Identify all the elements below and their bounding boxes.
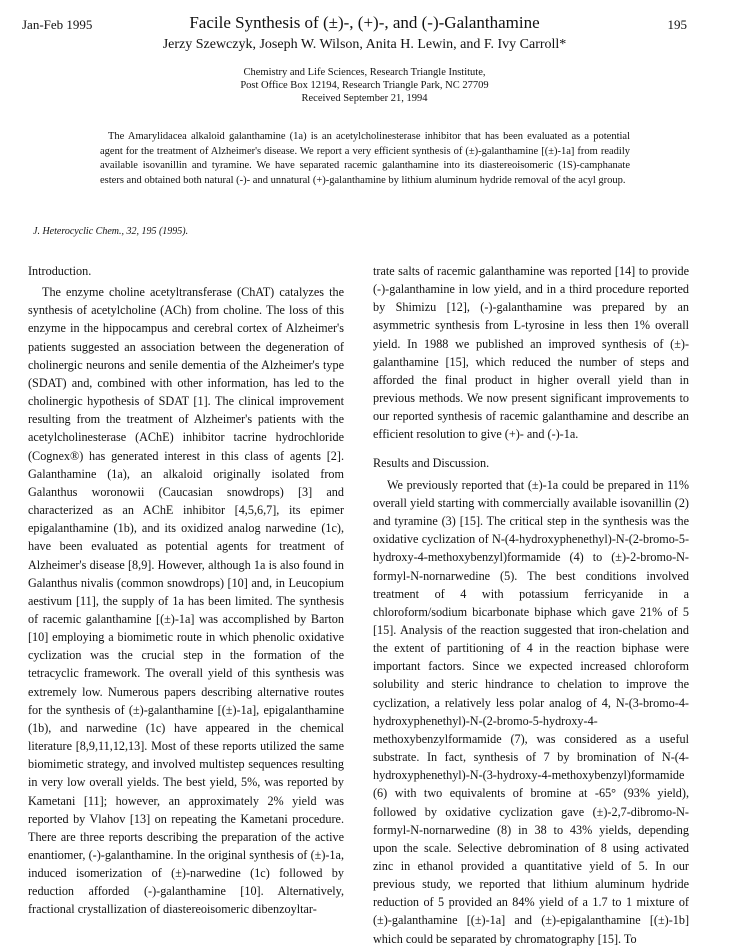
journal-citation: J. Heterocyclic Chem., 32, 195 (1995).: [33, 226, 189, 237]
introduction-heading: Introduction.: [28, 264, 92, 278]
affiliation-block: [0, 66, 729, 105]
page-number: 195: [667, 17, 687, 32]
affiliation-line-2: Post Office Box 12194, Research Triangle Park, NC 27709: [240, 80, 489, 91]
author-list: Jerzy Szewczyk, Joseph W. Wilson, Anita H. Lewin, and F. Ivy Carroll*: [162, 37, 567, 52]
affiliation-line-1: Chemistry and Life Sciences, Research Triangle Institute,: [243, 67, 486, 78]
introduction-paragraph-2: trate salts of racemic galanthamine was reported [14] to provide (-)-galanthamine in low yield, and in a third procedure reported by Shimizu [12], (-)-galanthamine was prepared by an asymmetric synthesis from L-tyrosine in less then 1% overall yield. In 1988 we published an improved synthesis of (±)-galanthamine [15], which reduced the number of steps and afforded the final product in higher overall yield than in previous methods. We now present significant improvements to our reported synthesis of racemic galanthamine and describe an efficient resolution to give (+)- and (-)-1a.: [373, 264, 689, 442]
article-title: Facile Synthesis of (±)-, (+)-, and (-)-Galanthamine: [189, 13, 540, 32]
results-paragraph-1: We previously reported that (±)-1a could be prepared in 11% overall yield starting with commercially available isovanillin (2) and tyramine (3) [15]. The critical step in the synthesis was the oxidative cyclization of N-(4-hydroxyphenethyl)-N-(2-bromo-5-hydroxy-4-methoxybenzyl)formamide (4) to (±)-2-bromo-N-formyl-N-nornarwedine (5). The best conditions involved treatment of 4 with potassium ferricyanide in a chloroform/sodium bicarbonate biphase which gave 21% of 5 [15]. Analysis of the reaction suggested that iron-chelation and the extent of partitioning of 4 in the reaction biphase were important factors. Since we expected increased chloroform solubility and steric hindrance to chelation to improve the cyclization, a relatively less polar analog of 4, N-(3-bromo-4-hydroxyphenethyl)-N-(2-bromo-5-hydroxy-4-methoxybenzylformamide (7), was considered as a useful substrate. In fact, synthesis of 7 by bromination of N-(4-hydroxyphenethyl)-N-(3-hydroxy-4-methoxybenzyl)formamide (6) with two equivalents of bromine at -65° (93% yield), followed by oxidative cyclization gave (±)-2,7-dibromo-N-formyl-N-nornarwedine (8) in 38 to 43% yields, depending upon the scale. Selective debromination of 8 using activated zinc in ethanol provided a quantitative yield of 5. In our previous study, we reported that lithium aluminum hydride reduction of 5 provided an 84% yield of a 1.7 to 1 mixture of (±)-galanthamine [(±)-1a] and (±)-epigalanthamine [(±)-1b] which could be separated by chromatography [15]. To: [373, 477, 689, 946]
journal-date: Jan-Feb 1995: [22, 17, 93, 32]
introduction-paragraph-1: The enzyme choline acetyltransferase (ChAT) catalyzes the synthesis of acetylcholine (ACh) from choline. The loss of this enzyme in the hippocampus and cerebral cortex of Alzheimer's patients suggested an association between the degeneration of cholinergic neurons and senile dementia of the Alzheimer's type (SDAT) and, combined with other information, has led to the cholinergic hypothesis of SDAT [1]. The clinical improvement resulting from the treatment of Alzheimer's patients with the acetylcholinesterase (AChE) inhibitor tacrine hydrochloride (Cognex®) has generated interest in this class of agents [2]. Galanthamine (1a), an alkaloid originally isolated from Galanthus woronowii (Caucasian snowdrops) [3] and characterized as an AChE inhibitor [4,5,6,7], its epimer epigalanthamine (1b), and its oxidized analog narwedine (1c), have been evaluated as potential agents for treatment of Alzheimer's disease [8,9]. However, although 1a is also found in Galanthus nivalis (common snowdrops) [10] and, in Leucopium aestivum [11], the supply of 1a has been limited. The synthesis of racemic galanthamine [(±)-1a] was accomplished by Barton [10] employing a biomimetic route in which phenolic oxidative cyclization was the crucial step in the formation of the tetracyclic framework. The overall yield of this synthesis was extremely low. Numerous papers describing alternative routes for the synthesis of (±)-galanthamine [(±)-1a], epigalanthamine (1b), and narwedine (1c) have appeared in the chemical literature [8,9,11,12,13]. Most of these reports utilized the same biomimetic strategy, and involved multistep sequences resulting in very low overall yields. The best yield, 5%, was reported by Kametani [11]; however, an approximately 2% yield was reported by Vlahov [13] on repeating the Kametani procedure. There are three reports describing the preparation of the active enantiomer, (-)-galanthamine. In the original synthesis of (±)-1a, induced isomerization of (±)-narwedine (1c) followed by reduction afforded (-)-galanthamine [10]. Alternatively, fractional crystallization of diastereoisomeric dibenzoyltar-: [28, 285, 344, 917]
right-column: [373, 262, 689, 948]
left-column: [28, 262, 344, 919]
abstract: The Amarylidacea alkaloid galanthamine (1a) is an acetylcholinesterase inhibitor that has been evaluated as a potential agent for the treatment of Alzheimer's disease. We report a very efficient synthesis of (±)-galanthamine [(±)-1a] from readily available isovanillin and tyramine. We have separated racemic galanthamine into its diastereoisomeric (1S)-camphanate esters and obtained both natural (-)- and unnatural (+)-galanthamine by lithium aluminum hydride removal of the acyl group.: [100, 131, 630, 186]
received-date: Received September 21, 1994: [301, 93, 428, 104]
results-heading: Results and Discussion.: [373, 455, 490, 470]
